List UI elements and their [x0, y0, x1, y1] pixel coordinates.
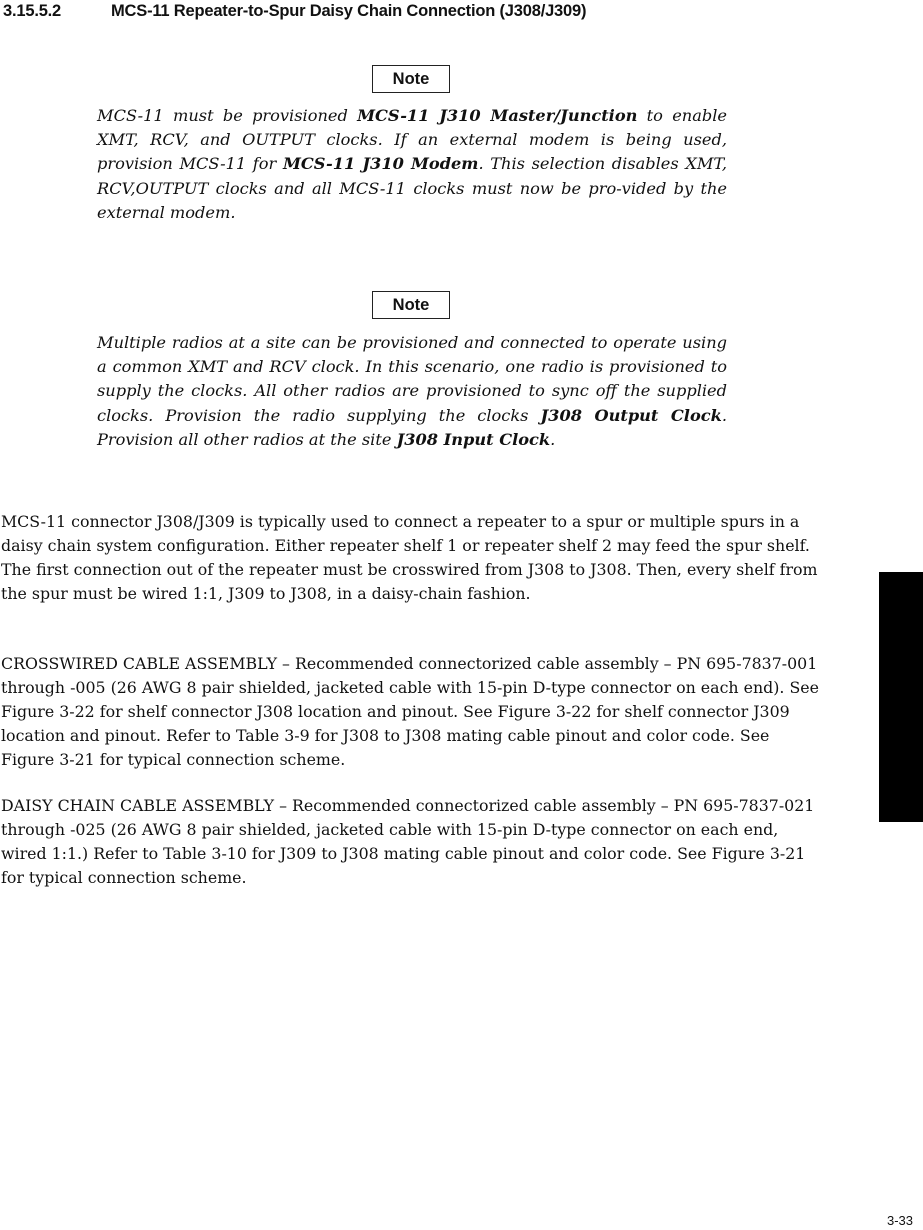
note-text-run: Multiple radios at a site can be provisioned and connected to operate using a common XMT and RCV clock. In this scenario, one radio is provisioned to supply the clocks. All other radios are provisioned to sync off the supplied clocks. Provision the radio supplying the clocks [97, 333, 727, 425]
note-emphasis: MCS-11 J310 Modem [282, 154, 479, 174]
body-paragraph: MCS-11 connector J308/J309 is typically used to connect a repeater to a spur or multiple spurs in a daisy chain system configuration. Either repeater shelf 1 or repeater shelf 2 may feed the spur shelf. The first connection out of the repeater must be crosswired from J308 to J308. Then, every shelf from the spur must be wired 1:1, J309 to J308, in a daisy-chain fashion. [1, 512, 818, 603]
note-text-run: MCS-11 must be provisioned [97, 106, 358, 125]
note-emphasis: J308 Output Clock [540, 405, 722, 425]
note-emphasis: J308 Input Clock [396, 429, 551, 449]
section-title: MCS-11 Repeater-to-Spur Daisy Chain Connection (J308/J309) [111, 2, 587, 20]
page-number: 3-33 [886, 1213, 913, 1228]
note-text-run: to enable XMT, RCV, and OUTPUT clocks. If an external modem is being used, provision MCS-11 for [97, 106, 727, 174]
body-paragraph: DAISY CHAIN CABLE ASSEMBLY – Recommended connectorized cable assembly – PN 695-7837-021 through -025 (26 AWG 8 pair shielded, jacketed cable with 15-pin D-type connector on each end, wired 1:1.) Refer to Table 3-10 for J309 to J308 mating cable pinout and color code. See Figure 3-21 for typical connection scheme. [1, 796, 815, 887]
body-paragraph: CROSSWIRED CABLE ASSEMBLY – Recommended connectorized cable assembly – PN 695-7837-001 through -005 (26 AWG 8 pair shielded, jacketed cable with 15-pin D-type connector on each end). See Figure 3-22 for shelf connector J308 location and pinout. See Figure 3-22 for shelf connector J309 location and pinout. Refer to Table 3-9 for J308 to J308 mating cable pinout and color code. See Figure 3-21 for typical connection scheme. [1, 654, 819, 769]
section-number: 3.15.5.2 [3, 2, 62, 20]
note-text [97, 331, 727, 452]
note-text-run: . This selection disables XMT, RCV,OUTPUT clocks and all MCS-11 clocks must now be pro-vided by the external modem. [97, 154, 727, 222]
section-side-tab [879, 572, 923, 822]
note-label: Note [372, 65, 450, 93]
note-text-run: . [550, 429, 556, 449]
note-text [97, 104, 727, 225]
note-label: Note [372, 291, 450, 319]
note-emphasis: MCS-11 J310 Master/Junction [357, 106, 638, 125]
section-heading [3, 2, 586, 21]
note-text-run: . Provision all other radios at the site [97, 405, 727, 449]
